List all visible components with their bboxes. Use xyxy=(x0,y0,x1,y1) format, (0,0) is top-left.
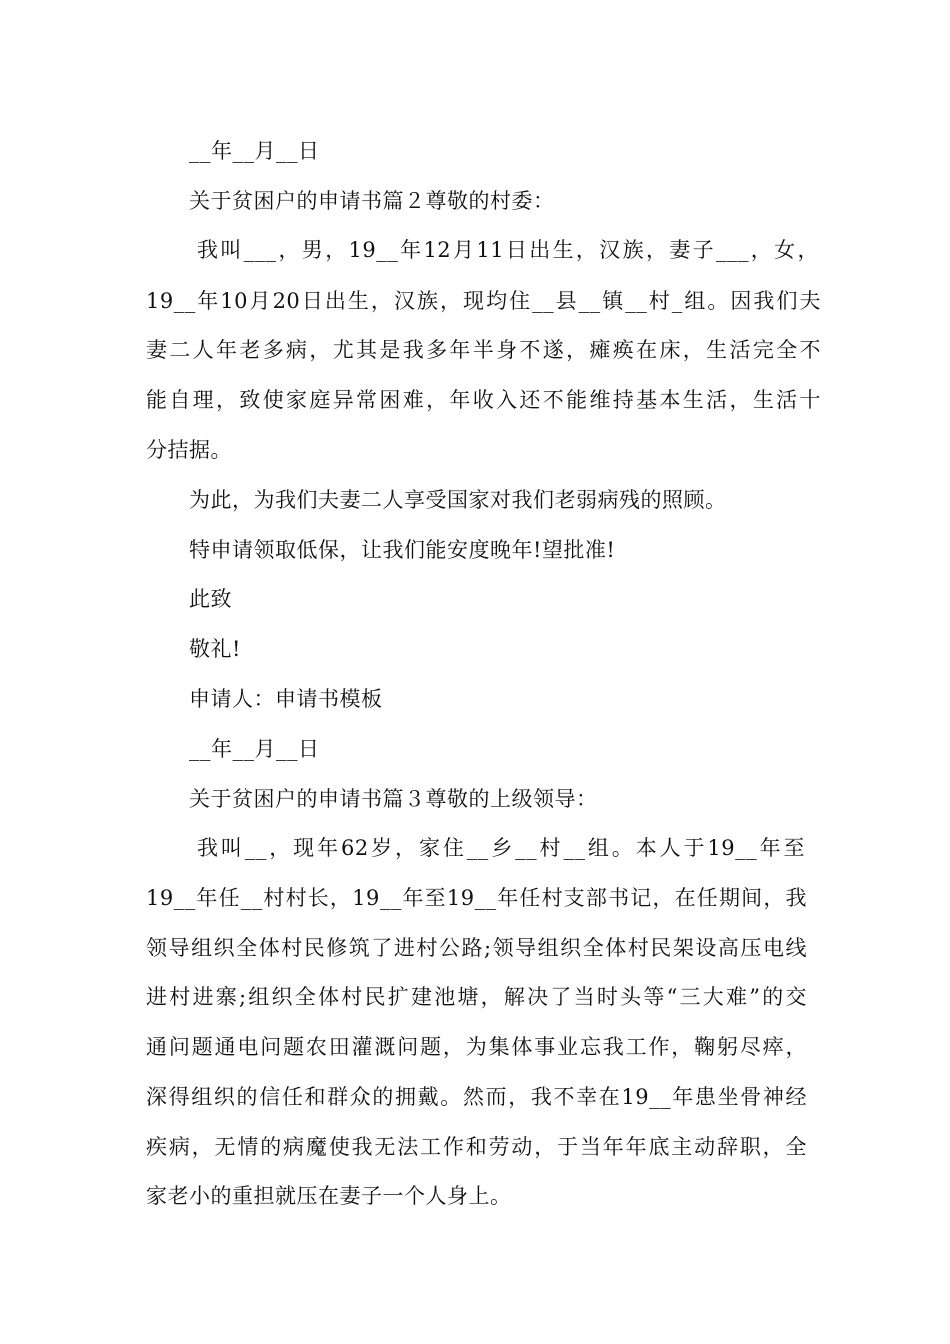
paragraph-line xyxy=(0,934,950,962)
paragraph-line xyxy=(0,1033,950,1061)
closing-line: 敬礼! xyxy=(189,637,241,661)
paragraph-text: 深得组织的信任和群众的拥戴。然而，我不幸在19__年患坐骨神经 xyxy=(146,1085,807,1109)
paragraph-line: 分拮据。 xyxy=(146,438,232,462)
paragraph-line: 为此，为我们夫妻二人享受国家对我们老弱病残的照顾。 xyxy=(189,488,727,512)
paragraph-line xyxy=(0,1133,950,1161)
paragraph-line: 家老小的重担就压在妻子一个人身上。 xyxy=(146,1184,512,1208)
paragraph-text: 疾病，无情的病魔使我无法工作和劳动，于当年年底主动辞职，全 xyxy=(146,1135,807,1159)
paragraph-text: 19__年10月20日出生，汉族，现均住__县__镇__村_组。因我们夫 xyxy=(146,289,821,313)
signature-line: 申请人：申请书模板 xyxy=(189,687,383,711)
paragraph-text: 我叫___，男，19__年12月11日出生，汉族，妻子___，女， xyxy=(197,238,819,262)
section-heading: 关于贫困户的申请书篇２尊敬的村委： xyxy=(189,189,555,213)
paragraph-text: 妻二人年老多病，尤其是我多年半身不遂，瘫痪在床，生活完全不 xyxy=(146,338,821,362)
paragraph-line xyxy=(0,834,950,862)
section-heading: 关于贫困户的申请书篇３尊敬的上级领导： xyxy=(189,787,598,811)
paragraph-line: 特申请领取低保，让我们能安度晚年!望批准! xyxy=(189,538,616,562)
paragraph-line xyxy=(0,983,950,1011)
paragraph-line xyxy=(0,1083,950,1111)
paragraph-text: 我叫__，现年62岁，家住__乡__村__组。本人于19__年至 xyxy=(197,836,805,860)
paragraph-line xyxy=(0,336,950,364)
paragraph-text: 通问题通电问题农田灌溉问题，为集体事业忘我工作，鞠躬尽瘁， xyxy=(146,1035,807,1059)
paragraph-line xyxy=(0,884,950,912)
paragraph-line xyxy=(0,236,950,264)
paragraph-line xyxy=(0,287,950,315)
date-line: __年__月__日 xyxy=(189,737,320,761)
paragraph-text: 进村进寨;组织全体村民扩建池塘，解决了当时头等“三大难”的交 xyxy=(146,985,807,1009)
paragraph-text: 能自理，致使家庭异常困难，年收入还不能维持基本生活，生活十 xyxy=(146,388,821,412)
paragraph-line xyxy=(0,386,950,414)
paragraph-text: 领导组织全体村民修筑了进村公路;领导组织全体村民架设高压电线 xyxy=(146,936,807,960)
closing-line: 此致 xyxy=(189,587,232,611)
date-line: __年__月__日 xyxy=(189,139,320,163)
paragraph-text: 19__年任__村村长，19__年至19__年任村支部书记，在任期间，我 xyxy=(146,886,807,910)
